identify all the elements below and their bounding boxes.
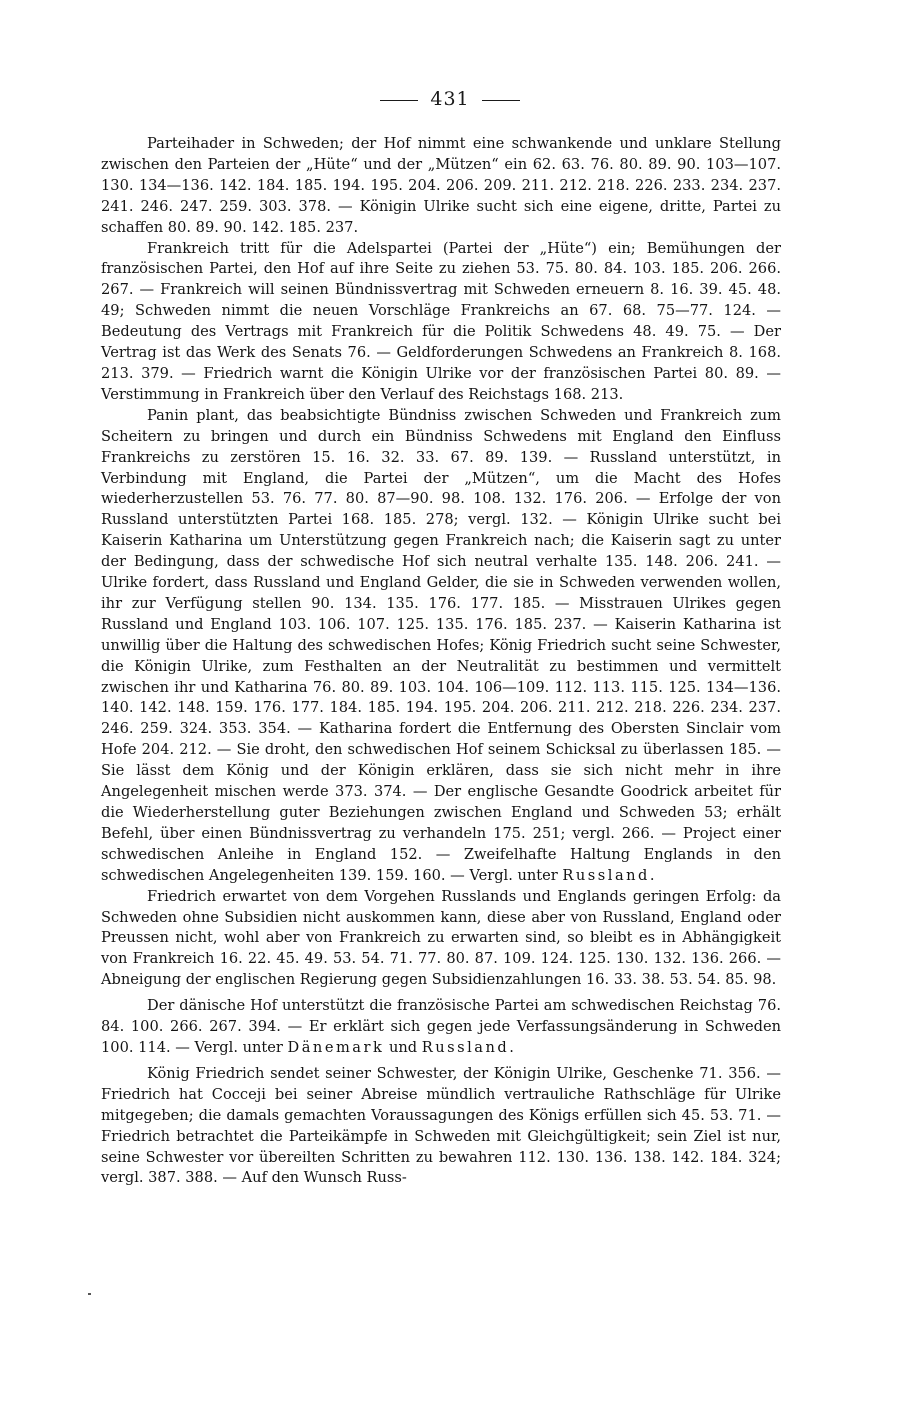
paragraph-daenischer-hof-text: Der dänische Hof unterstützt die französische Partei am schwedischen Reichstag 76. 84. 100. 266. 267. 394. — Er erklärt sich gegen jede Verfassungsänderung in Schweden 100. 114. — Vergl. unter <box>101 997 781 1056</box>
paragraph-frankreich: Frankreich tritt für die Adelspartei (Partei der „Hüte“) ein; Bemühungen der französischen Partei, den Hof auf ihre Seite zu ziehen 53. 75. 80. 84. 103. 185. 206. 266. 267. — Frankreich will seinen Bündnissvertrag mit Schweden erneuern 8. 16. 39. 45. 48. 49; Schweden nimmt die neuen Vorschläge Frankreichs an 67. 68. 75—77. 124. — Bedeutung des Vertrags mit Frankreich für die Politik Schwedens 48. 49. 75. — Der Vertrag ist das Werk des Senats 76. — Geldforderungen Schwedens an Frankreich 8. 168. 213. 379. — Friedrich warnt die Königin Ulrike vor der französischen Partei 80. 89. — Verstimmung in Frankreich über den Verlauf des Reichstags 168. 213. <box>101 239 781 403</box>
margin-speck <box>88 1293 91 1295</box>
paragraph-koenig-friedrich: König Friedrich sendet seiner Schwester, der Königin Ulrike, Geschenke 71. 356. — Friedrich hat Cocceji bei seiner Abreise mündlich vertrauliche Rathschläge für Ulrike mitgegeben; die damals gemachten Voraussagungen des Königs erfüllen sich 45. 53. 71. — Friedrich betrachtet die Parteikämpfe in Schweden mit Gleichgültigkeit; sein Ziel ist nur, seine Schwester vor übereilten Schritten zu bewahren 112. 130. 136. 138. 142. 184. 324; vergl. 387. 388. — Auf den Wunsch Russ- <box>101 1064 781 1187</box>
header-rule-left <box>380 100 418 101</box>
page-number: 431 <box>430 88 470 110</box>
ref-daenemark: Dänemark <box>287 1038 385 1056</box>
paragraph-parteihader: Parteihader in Schweden; der Hof nimmt eine schwankende und unklare Stellung zwischen den Parteien der „Hüte“ und der „Mützen“ ein 62. 63. 76. 80. 89. 90. 103—107. 130. 134—136. 142. 184. 185. 194. 195. 204. 206. 209. 211. 212. 218. 226. 233. 234. 237. 241. 246. 247. 259. 303. 378. — Königin Ulrike sucht sich eine eigene, dritte, Partei zu schaffen 80. 89. 90. 142. 185. 237. <box>101 135 781 236</box>
paragraph-panin: Panin plant, das beabsichtigte Bündniss zwischen Schweden und Frankreich zum Scheitern zu bringen und durch ein Bündniss Schwedens mit England den Einfluss Frankreichs zu zerstören 15. 16. 32. 33. 67. 89. 139. — Russland unterstützt, in Verbindung mit England, die Partei der „Mützen“, um die Macht des Hofes wiederherzustellen 53. 76. 77. 80. 87—90. 98. 108. 132. 176. 206. — Erfolge der von Russland unterstützten Partei 168. 185. 278; vergl. 132. — Königin Ulrike sucht bei Kaiserin Katharina um Unterstützung gegen Frankreich nach; die Kaiserin sagt zu unter der Bedingung, dass der schwedische Hof sich neutral verhalte 135. 148. 206. 241. — Ulrike fordert, dass Russland und England Gelder, die sie in Schweden verwenden wollen, ihr zur Verfügung stellen 90. 134. 135. 176. 177. 185. — Misstrauen Ulrikes gegen Russland und England 103. 106. 107. 125. 135. 176. 185. 237. — Kaiserin Katharina ist unwillig über die Haltung des schwedischen Hofes; König Friedrich sucht seine Schwester, die Königin Ulrike, zum Festhalten an der Neutralität zu bestimmen und vermittelt zwischen ihr und Katharina 76. 80. 89. 103. 104. 106—109. 112. 113. 115. 125. 134—136. 140. 142. 148. 159. 176. 177. 184. 185. 194. 195. 204. 206. 211. 212. 218. 226. 234. 237. 246. 259. 324. 353. 354. — Katharina fordert die Entfernung des Obersten Sinclair vom Hofe 204. 212. — Sie droht, den schwedischen Hof seinem Schicksal zu überlassen 185. — Sie lässt dem König und der Königin erklären, dass sie sich nicht mehr in ihre Angelegenheit mischen werde 373. 374. — Der englische Gesandte Goodrick arbeitet für die Wiederherstellung guter Beziehungen zwischen England und Schweden 53; erhält Befehl, über einen Bündnissvertrag zu verhandeln 175. 251; vergl. 266. — Project einer schwedischen Anleihe in England 152. — Zweifelhafte Haltung Englands in den schwedischen Angelegenheiten 139. 159. 160. — Vergl. unter Russland. <box>101 406 781 884</box>
ref-russland: Russland <box>562 866 650 884</box>
paragraph-daenischer-hof: Der dänische Hof unterstützt die französische Partei am schwedischen Reichstag 76. 84. 100. 266. 267. 394. — Er erklärt sich gegen jede Verfassungsänderung in Schweden 100. 114. — Vergl. unter Dänemark und Russland. <box>101 997 781 1056</box>
page-header <box>0 88 900 110</box>
paragraph-friedrich-erwartet: Friedrich erwartet von dem Vorgehen Russlands und Englands geringen Erfolg: da Schweden ohne Subsidien nicht auskommen kann, diese aber von Russland, England oder Preussen nicht, wohl aber von Frankreich zu erwarten sind, so bleibt es in Abhängigkeit von Frankreich 16. 22. 45. 49. 53. 54. 71. 77. 80. 87. 109. 124. 125. 130. 132. 136. 266. — Abneigung der englischen Regierung gegen Subsidienzahlungen 16. 33. 38. 53. 54. 85. 98. <box>101 887 781 989</box>
index-body <box>101 134 781 1189</box>
paragraph-panin-text: Panin plant, das beabsichtigte Bündniss zwischen Schweden und Frankreich zum Scheitern zu bringen und durch ein Bündniss Schwedens mit England den Einfluss Frankreichs zu zerstören 15. 16. 32. 33. 67. 89. 139. — Russland unterstützt, in Verbindung mit England, die Partei der „Mützen“, um die Macht des Hofes wiederherzustellen 53. 76. 77. 80. 87—90. 98. 108. 132. 176. 206. — Erfolge der von Russland unterstützten Partei 168. 185. 278; vergl. 132. — Königin Ulrike sucht bei Kaiserin Katharina um Unterstützung gegen Frankreich nach; die Kaiserin sagt zu unter der Bedingung, dass der schwedische Hof sich neutral verhalte 135. 148. 206. 241. — Ulrike fordert, dass Russland und England Gelder, die sie in Schweden verwenden wollen, ihr zur Verfügung stellen 90. 134. 135. 176. 177. 185. — Misstrauen Ulrikes gegen Russland und England 103. 106. 107. 125. 135. 176. 185. 237. — Kaiserin Katharina ist unwillig über die Haltung des schwedischen Hofes; König Friedrich sucht seine Schwester, die Königin Ulrike, zum Festhalten an der Neutralität zu bestimmen und vermittelt zwischen ihr und Katharina 76. 80. 89. 103. 104. 106—109. 112. 113. 115. 125. 134—136. 140. 142. 148. 159. 176. 177. 184. 185. 194. 195. 204. 206. 211. 212. 218. 226. 234. 237. 246. 259. 324. 353. 354. — Katharina fordert die Entfernung des Obersten Sinclair vom Hofe 204. 212. — Sie droht, den schwedischen Hof seinem Schicksal zu überlassen 185. — Sie lässt dem König und der Königin erklären, dass sie sich nicht mehr in ihre Angelegenheit mischen werde 373. 374. — Der englische Gesandte Goodrick arbeitet für die Wiederherstellung guter Beziehungen zwischen England und Schweden 53; erhält Befehl, über einen Bündnissvertrag zu verhandeln 175. 251; vergl. 266. — Project einer schwedischen Anleihe in England 152. — Zweifelhafte Haltung Englands in den schwedischen Angelegenheiten 139. 159. 160. — Vergl. unter <box>101 406 781 884</box>
header-rule-right <box>482 100 520 101</box>
ref-russland-end: Russland <box>421 1038 510 1056</box>
ref-und: und <box>388 1038 418 1056</box>
